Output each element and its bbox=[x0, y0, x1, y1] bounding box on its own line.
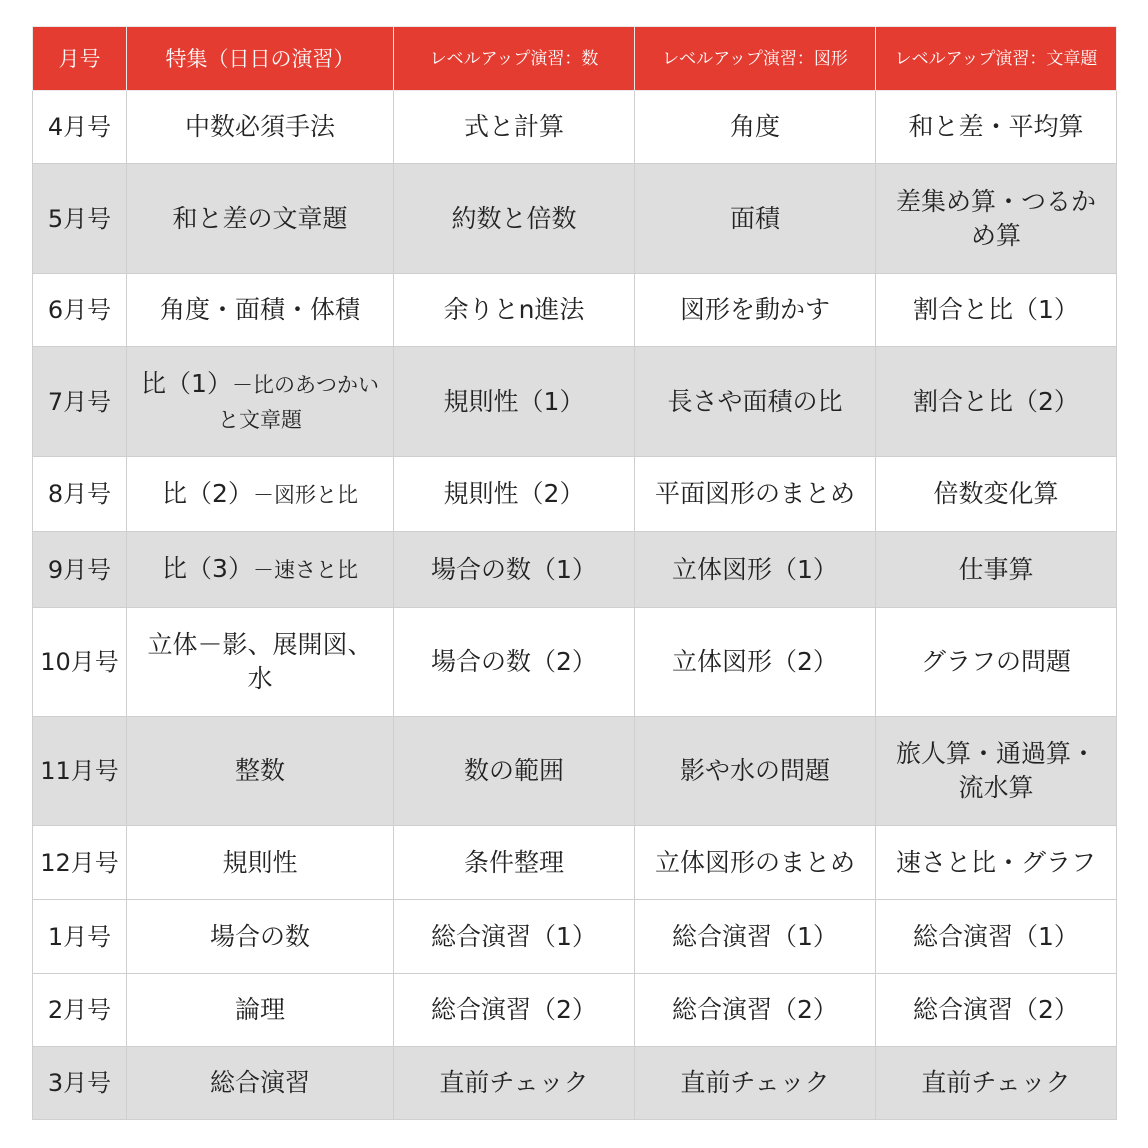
feature-sub: －比のあつかいと文章題 bbox=[218, 372, 379, 432]
cell-levelup-word: 旅人算・通過算・流水算 bbox=[876, 717, 1117, 826]
table-row bbox=[33, 274, 1117, 347]
curriculum-table bbox=[32, 26, 1117, 1120]
cell-feature: 規則性 bbox=[127, 826, 394, 900]
cell-levelup-number: 場合の数（2） bbox=[394, 608, 635, 717]
cell-feature: 場合の数 bbox=[127, 900, 394, 974]
table-row bbox=[33, 900, 1117, 974]
cell-levelup-number: 条件整理 bbox=[394, 826, 635, 900]
cell-month: 12月号 bbox=[33, 826, 127, 900]
header-feature: 特集（日日の演習） bbox=[127, 27, 394, 91]
cell-month: 1月号 bbox=[33, 900, 127, 974]
cell-levelup-figure: 立体図形（2） bbox=[635, 608, 876, 717]
table-header-row bbox=[33, 27, 1117, 91]
cell-levelup-figure: 立体図形（1） bbox=[635, 532, 876, 608]
curriculum-table-container bbox=[32, 26, 1116, 1120]
cell-feature bbox=[127, 347, 394, 457]
cell-feature: 論理 bbox=[127, 974, 394, 1047]
cell-month: 7月号 bbox=[33, 347, 127, 457]
cell-levelup-number: 余りとn進法 bbox=[394, 274, 635, 347]
cell-levelup-figure: 直前チェック bbox=[635, 1047, 876, 1120]
cell-levelup-word: 直前チェック bbox=[876, 1047, 1117, 1120]
feature-sub: －速さと比 bbox=[252, 558, 358, 582]
header-month: 月号 bbox=[33, 27, 127, 91]
cell-levelup-number: 直前チェック bbox=[394, 1047, 635, 1120]
cell-levelup-number: 数の範囲 bbox=[394, 717, 635, 826]
cell-levelup-figure: 図形を動かす bbox=[635, 274, 876, 347]
table-row bbox=[33, 717, 1117, 826]
cell-month: 9月号 bbox=[33, 532, 127, 608]
feature-main: 比（1） bbox=[141, 368, 232, 398]
table-row bbox=[33, 164, 1117, 274]
cell-month: 11月号 bbox=[33, 717, 127, 826]
cell-levelup-number: 約数と倍数 bbox=[394, 164, 635, 274]
cell-levelup-figure: 総合演習（1） bbox=[635, 900, 876, 974]
cell-month: 3月号 bbox=[33, 1047, 127, 1120]
table-row bbox=[33, 608, 1117, 717]
cell-levelup-word: 仕事算 bbox=[876, 532, 1117, 608]
header-levelup-number: レベルアップ演習：数 bbox=[394, 27, 635, 91]
feature-main: 比（2） bbox=[162, 478, 253, 508]
cell-month: 10月号 bbox=[33, 608, 127, 717]
cell-feature: 立体－影、展開図、水 bbox=[127, 608, 394, 717]
cell-levelup-figure: 影や水の問題 bbox=[635, 717, 876, 826]
cell-feature: 整数 bbox=[127, 717, 394, 826]
table-row bbox=[33, 826, 1117, 900]
table-row bbox=[33, 347, 1117, 457]
header-levelup-figure: レベルアップ演習：図形 bbox=[635, 27, 876, 91]
cell-levelup-figure: 総合演習（2） bbox=[635, 974, 876, 1047]
cell-levelup-number: 総合演習（2） bbox=[394, 974, 635, 1047]
cell-levelup-word: 速さと比・グラフ bbox=[876, 826, 1117, 900]
cell-levelup-number: 規則性（1） bbox=[394, 347, 635, 457]
cell-levelup-word: 割合と比（2） bbox=[876, 347, 1117, 457]
cell-levelup-word: 総合演習（2） bbox=[876, 974, 1117, 1047]
cell-feature: 中数必須手法 bbox=[127, 91, 394, 164]
cell-levelup-number: 規則性（2） bbox=[394, 457, 635, 532]
cell-month: 4月号 bbox=[33, 91, 127, 164]
cell-feature: 角度・面積・体積 bbox=[127, 274, 394, 347]
cell-levelup-figure: 角度 bbox=[635, 91, 876, 164]
table-row bbox=[33, 974, 1117, 1047]
cell-levelup-word: 割合と比（1） bbox=[876, 274, 1117, 347]
header-levelup-word: レベルアップ演習：文章題 bbox=[876, 27, 1117, 91]
cell-feature: 和と差の文章題 bbox=[127, 164, 394, 274]
cell-levelup-number: 式と計算 bbox=[394, 91, 635, 164]
cell-levelup-word: 差集め算・つるかめ算 bbox=[876, 164, 1117, 274]
cell-levelup-figure: 長さや面積の比 bbox=[635, 347, 876, 457]
cell-levelup-word: 倍数変化算 bbox=[876, 457, 1117, 532]
feature-main: 比（3） bbox=[162, 554, 253, 583]
cell-levelup-figure: 平面図形のまとめ bbox=[635, 457, 876, 532]
cell-month: 6月号 bbox=[33, 274, 127, 347]
cell-feature bbox=[127, 457, 394, 532]
table-row bbox=[33, 532, 1117, 608]
feature-sub: －図形と比 bbox=[252, 482, 358, 507]
cell-levelup-word: グラフの問題 bbox=[876, 608, 1117, 717]
cell-levelup-word: 総合演習（1） bbox=[876, 900, 1117, 974]
cell-levelup-figure: 面積 bbox=[635, 164, 876, 274]
cell-levelup-number: 総合演習（1） bbox=[394, 900, 635, 974]
cell-levelup-number: 場合の数（1） bbox=[394, 532, 635, 608]
cell-levelup-word: 和と差・平均算 bbox=[876, 91, 1117, 164]
cell-feature bbox=[127, 532, 394, 608]
table-row bbox=[33, 91, 1117, 164]
table-row bbox=[33, 1047, 1117, 1120]
cell-month: 8月号 bbox=[33, 457, 127, 532]
cell-levelup-figure: 立体図形のまとめ bbox=[635, 826, 876, 900]
cell-month: 2月号 bbox=[33, 974, 127, 1047]
cell-feature: 総合演習 bbox=[127, 1047, 394, 1120]
cell-month: 5月号 bbox=[33, 164, 127, 274]
table-row bbox=[33, 457, 1117, 532]
